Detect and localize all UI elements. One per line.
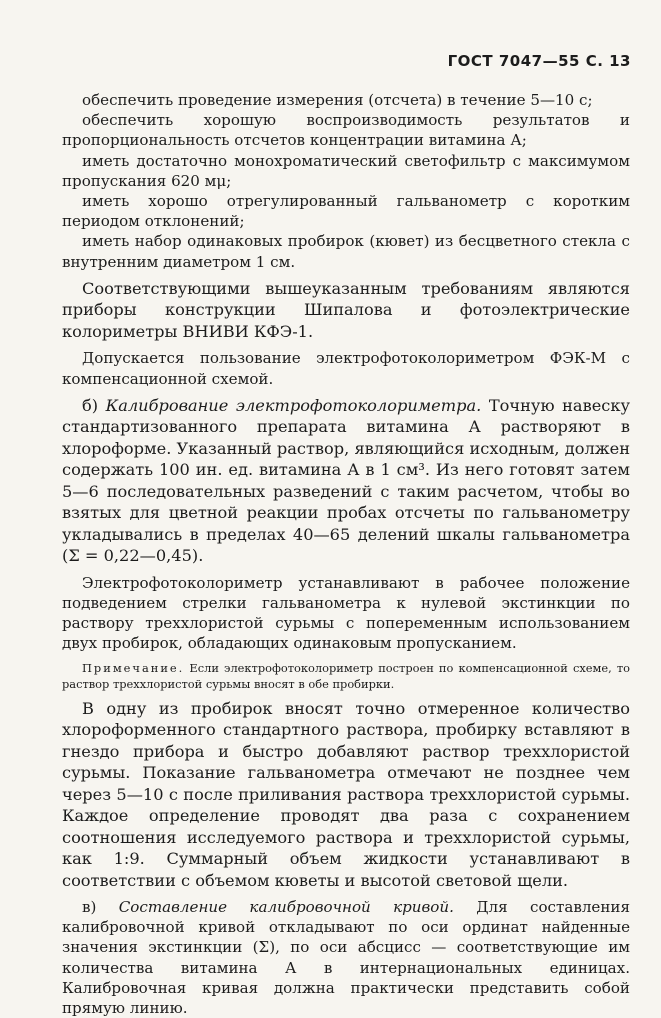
section-v-prefix: в) bbox=[82, 898, 119, 917]
section-v-title: Составление калибровочной кривой. bbox=[118, 898, 454, 917]
section-b-title: Калибрование электрофотоколориметра. bbox=[105, 395, 482, 415]
section-b-prefix: б) bbox=[82, 395, 106, 415]
list-item: обеспечить проведение измерения (отсчета) в течение 5—10 с; bbox=[82, 91, 593, 109]
note-text: Если электрофотоколориметр построен по компенсационной схеме, то раствор треххлористой сурьмы вносят в обе пробирки. bbox=[62, 660, 630, 691]
paragraph-procedure: В одну из пробирок вносят точно отмеренное количество хлороформенного стандартного раствора, пробирку вставляют в гнездо прибора и быстро добавляют раствор треххлористой сурьмы. Показание гальванометра отмечают не позднее чем через 5—10 с после приливания раствора треххлористой сурьмы. Каждое определение проводят два раза с сохранением соотношения исследуемого раствора и треххлористой сурьмы, как 1:9. Суммарный объем жидкости устанавливают в соответствии с объемом кюветы и высотой световой щели. bbox=[62, 698, 630, 890]
list-item: обеспечить хорошую воспроизводимость результатов и пропорциональность отсчетов концентрации витамина А; bbox=[62, 111, 630, 150]
section-b-text: Точную навеску стандартизованного препарата витамина А растворяют в хлороформе. Указанный раствор, являющийся исходным, должен содержать 100 ин. ед. витамина А в 1 см³. Из него готовят затем 5—6 последовательных разведений с таким расчетом, чтобы во взятых для цветной реакции пробах отсчеты по гальванометру укладывались в пределах 40—65 делений шкалы гальванометра (Σ = 0,22—0,45). bbox=[62, 395, 630, 566]
list-item: иметь хорошо отрегулированный гальванометр с коротким периодом отклонений; bbox=[62, 192, 630, 231]
paragraph-devices: Соответствующими вышеуказанным требованиям являются приборы конструкции Шипалова и фотоэлектрические колориметры ВНИВИ КФЭ-1. bbox=[62, 278, 630, 341]
paragraph-setup: Электрофотоколориметр устанавливают в рабочее положение подведением стрелки гальванометра к нулевой экстинкции по раствору треххлористой сурьмы с попеременным использованием двух пробирок, обладающих одинаковым пропусканием. bbox=[62, 573, 630, 653]
note-label: Примечание. bbox=[82, 660, 185, 675]
list-item: иметь набор одинаковых пробирок (кювет) из бесцветного стекла с внутренним диаметром 1 см. bbox=[62, 232, 630, 271]
section-v-text: Для составления калибровочной кривой откладывают по оси ординат найденные значения экстинкции (Σ), по оси абсцисс — соответствующие им количества витамина А в интернациональных единицах. Калибровочная кривая должна практически представить собой прямую линию. bbox=[62, 898, 631, 1018]
paragraph-fek-m: Допускается пользование электрофотоколориметром ФЭК-М с компенсационной схемой. bbox=[62, 349, 630, 388]
section-b bbox=[62, 395, 630, 567]
document-body bbox=[62, 90, 630, 1018]
note bbox=[62, 660, 630, 692]
page-header: ГОСТ 7047—55 С. 13 bbox=[447, 52, 631, 70]
section-v bbox=[62, 897, 630, 1018]
list-item: иметь достаточно монохроматический светофильтр с максимумом пропускания 620 мμ; bbox=[62, 151, 630, 190]
